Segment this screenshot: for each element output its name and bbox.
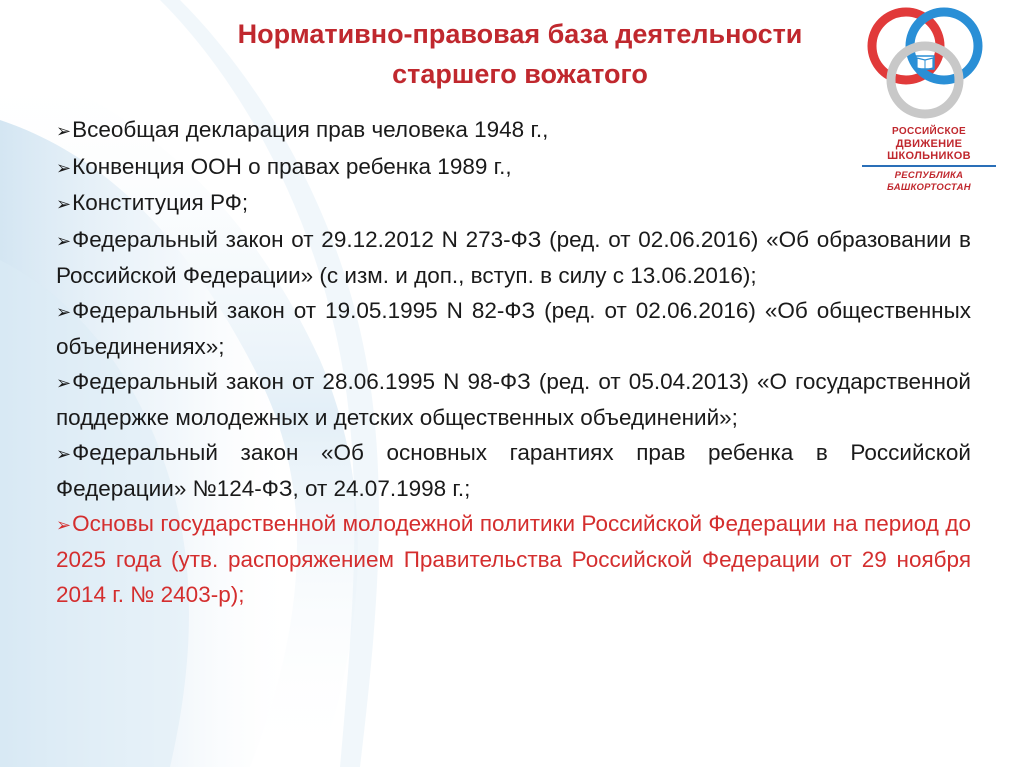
- logo-text-line1: РОССИЙСКОЕ: [892, 126, 966, 137]
- list-item-text: Конвенция ООН о правах ребенка 1989 г.,: [72, 153, 512, 179]
- bullet-arrow-icon: ➢: [56, 443, 72, 465]
- logo-circles-icon: [864, 2, 986, 124]
- list-item: [56, 223, 971, 294]
- list-item-text: Всеобщая декларация прав человека 1948 г.,: [72, 117, 549, 142]
- slide-title: [150, 14, 890, 94]
- list-item: [56, 150, 971, 187]
- logo-text-line2: ДВИЖЕНИЕ ШКОЛЬНИКОВ: [887, 138, 971, 162]
- list-item-text: Федеральный закон от 29.12.2012 N 273-ФЗ (ред. от 02.06.2016) «Об образовании в Российской Федерации» (с изм. и доп., вступ. в силу с 13.06.2016);: [56, 226, 971, 288]
- list-item: [56, 186, 971, 223]
- bullet-arrow-icon: ➢: [56, 194, 72, 215]
- slide-title-line1: Нормативно-правовая база деятельности: [237, 19, 803, 49]
- list-item-text: Федеральный закон от 19.05.1995 N 82-ФЗ (ред. от 02.06.2016) «Об общественных объединениях»;: [56, 297, 971, 359]
- bullet-arrow-icon: ➢: [56, 230, 72, 252]
- list-item-text: Федеральный закон от 28.06.1995 N 98-ФЗ (ред. от 05.04.2013) «О государственной поддержке молодежных и детских общественных объединений»;: [56, 368, 971, 430]
- bullet-arrow-icon: ➢: [56, 301, 72, 323]
- logo-text-line3: РЕСПУБЛИКА БАШКОРТОСТАН: [887, 170, 971, 193]
- list-item-text: Конституция РФ;: [72, 190, 249, 215]
- list-item: [56, 294, 971, 365]
- bullet-arrow-icon: ➢: [56, 121, 72, 142]
- bullet-arrow-icon: ➢: [56, 372, 72, 394]
- list-item-text: Федеральный закон «Об основных гарантиях прав ребенка в Российской Федерации» №124-ФЗ, от 24.07.1998 г.;: [56, 439, 971, 501]
- list-item: [56, 436, 971, 507]
- list-item-text: Основы государственной молодежной политики Российской Федерации на период до 2025 года (утв. распоряжением Правительства Российской Федерации от 29 ноября 2014 г. № 2403-р);: [56, 510, 971, 607]
- list-item: [56, 365, 971, 436]
- list-item: [56, 113, 971, 150]
- list-item-highlighted: [56, 507, 971, 613]
- legal-basis-list: [56, 113, 971, 612]
- bullet-arrow-icon: ➢: [56, 157, 72, 179]
- bullet-arrow-icon: ➢: [56, 514, 72, 536]
- slide-title-line2: старшего вожатого: [392, 59, 648, 89]
